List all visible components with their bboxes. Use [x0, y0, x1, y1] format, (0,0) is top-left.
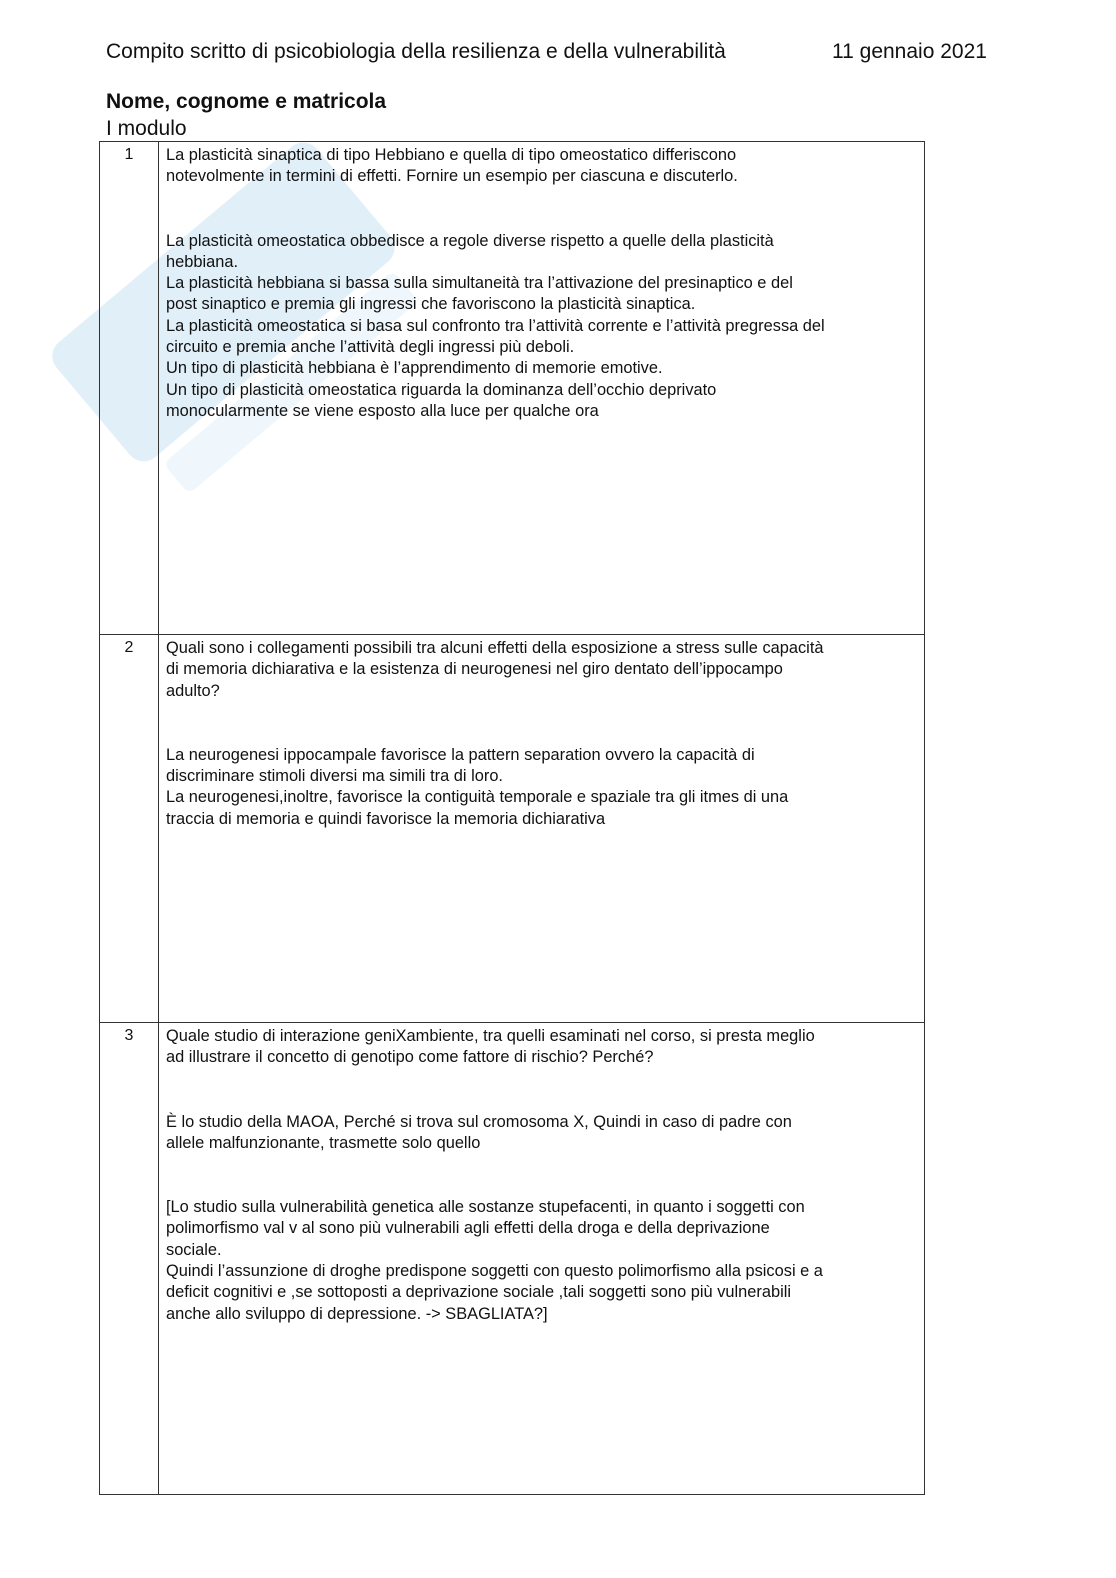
answer-text-line: circuito e premia anche l’attività degli ingressi più deboli.	[166, 338, 575, 357]
question-text-line: notevolmente in termini di effetti. Fornire un esempio per ciascuna e discuterlo.	[166, 167, 738, 186]
answer-text-line: La plasticità omeostatica obbedisce a regole diverse rispetto a quelle della plasticità	[166, 231, 774, 250]
question-text-line: Quali sono i collegamenti possibili tra alcuni effetti della esposizione a stress sulle capacità	[166, 639, 824, 657]
answer-text-line: La plasticità hebbiana si bassa sulla simultaneità tra l’attivazione del presinaptico e del	[166, 274, 793, 293]
question-row	[100, 635, 925, 1023]
answer-text-line: discriminare stimoli diversi ma simili tra di loro.	[166, 767, 503, 786]
answer-text-line: hebbiana.	[166, 252, 239, 271]
answer-text-line: polimorfismo val v al sono più vulnerabili agli effetti della droga e della deprivazione	[166, 1219, 770, 1238]
answer-text-line: È lo studio della MAOA, Perché si trova sul cromosoma X, Quindi in caso di padre con	[166, 1112, 792, 1131]
answer-text-line: allele malfunzionante, trasmette solo quello	[166, 1133, 481, 1152]
question-row	[100, 142, 925, 635]
document-title: Compito scritto di psicobiologia della resilienza e della vulnerabilità	[106, 40, 726, 63]
answer-text-line: anche allo sviluppo di depressione. -> SBAGLIATA?]	[166, 1304, 548, 1323]
answer-text-line: Quindi l’assunzione di droghe predispone soggetti con questo polimorfismo alla psicosi e a	[166, 1262, 823, 1281]
question-cell	[159, 635, 925, 1023]
answer-text-line: La neurogenesi ippocampale favorisce la pattern separation ovvero la capacità di	[166, 745, 755, 764]
question-row	[100, 1023, 925, 1495]
question-text-line: adulto?	[166, 681, 220, 700]
answer-text-line: [Lo studio sulla vulnerabilità genetica alle sostanze stupefacenti, in quanto i soggetti con	[166, 1198, 805, 1217]
module-label: I modulo	[106, 117, 187, 140]
question-text-line: La plasticità sinaptica di tipo Hebbiano e quella di tipo omeostatico differiscono	[166, 146, 737, 164]
question-cell	[159, 142, 925, 635]
question-number: 1	[100, 142, 159, 635]
questions-table	[99, 141, 925, 1495]
document-date: 11 gennaio 2021	[832, 40, 987, 63]
answer-text-line: Un tipo di plasticità omeostatica riguarda la dominanza dell’occhio deprivato	[166, 380, 717, 399]
question-text-line: Quale studio di interazione geniXambiente, tra quelli esaminati nel corso, si presta meglio	[166, 1027, 815, 1045]
answer-text-line: La neurogenesi,inoltre, favorisce la contiguità temporale e spaziale tra gli itmes di una	[166, 788, 789, 807]
question-text-line: di memoria dichiarativa e la esistenza di neurogenesi nel giro dentato dell’ippocampo	[166, 660, 783, 679]
answer-text-line: Un tipo di plasticità hebbiana è l’apprendimento di memorie emotive.	[166, 359, 663, 378]
answer-text-line: La plasticità omeostatica si basa sul confronto tra l’attività corrente e l’attività pregressa del	[166, 316, 825, 335]
answer-text-line: sociale.	[166, 1240, 222, 1259]
name-label: Nome, cognome e matricola	[106, 90, 387, 113]
question-text-line: ad illustrare il concetto di genotipo come fattore di rischio? Perché?	[166, 1048, 654, 1067]
question-number: 3	[100, 1023, 159, 1495]
question-cell	[159, 1023, 925, 1495]
answer-text-line: post sinaptico e premia gli ingressi che favoriscono la plasticità sinaptica.	[166, 295, 696, 314]
question-number: 2	[100, 635, 159, 1023]
answer-text-line: deficit cognitivi e ,se sottoposti a deprivazione sociale ,tali soggetti sono più vulnerabili	[166, 1283, 792, 1302]
answer-text-line: traccia di memoria e quindi favorisce la memoria dichiarativa	[166, 809, 606, 828]
answer-text-line: monocularmente se viene esposto alla luce per qualche ora	[166, 401, 599, 420]
